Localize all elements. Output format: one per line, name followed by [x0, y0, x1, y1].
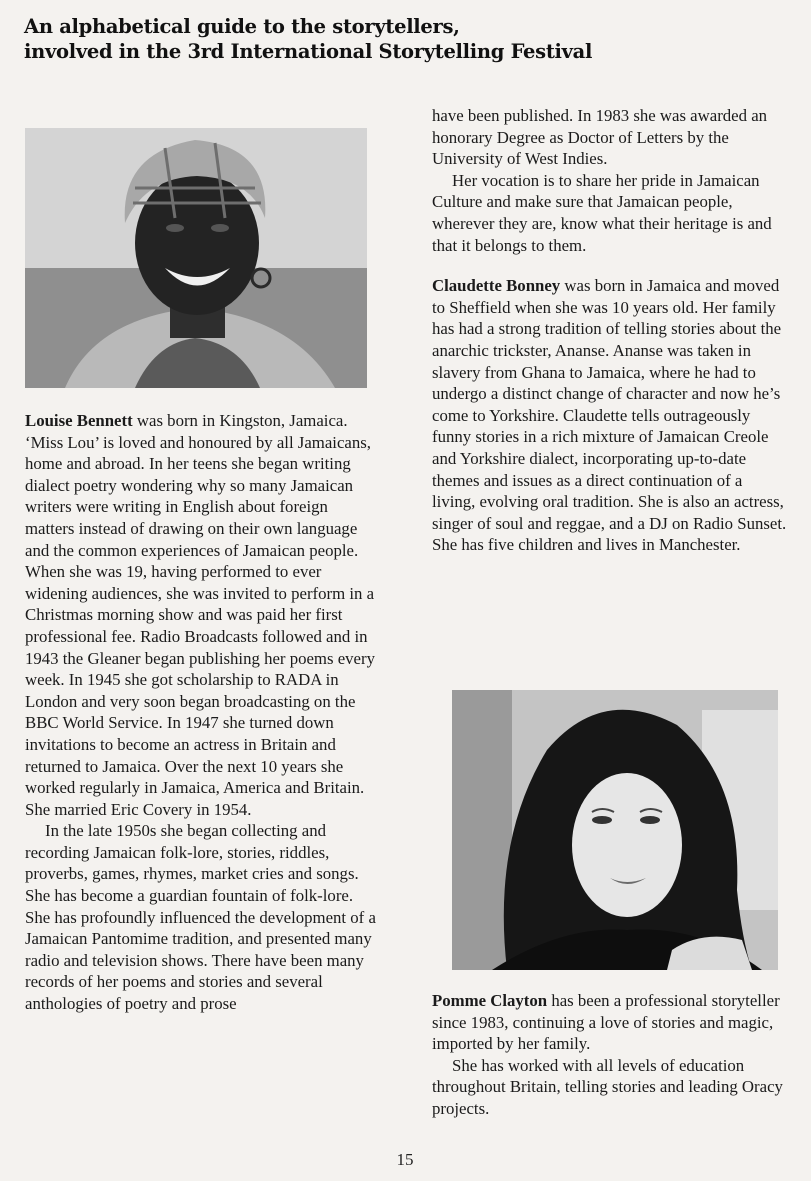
- right-column-top: [432, 105, 787, 556]
- bonney-paragraph: [432, 275, 787, 556]
- clayton-paragraph-2: She has worked with all levels of education throughout Britain, telling stories and leading Oracy projects.: [432, 1055, 783, 1118]
- page-title: [24, 14, 784, 64]
- bennett-name: Louise Bennett: [25, 411, 133, 430]
- bennett-column: [25, 410, 380, 1015]
- photo-louise-bennett: [25, 128, 367, 388]
- bennett-paragraph-3: Her vocation is to share her pride in Jamaican Culture and make sure that Jamaican people, wherever they are, know what their heritage is and that it belongs to them.: [432, 170, 772, 255]
- clayton-name: Pomme Clayton: [432, 991, 548, 1010]
- bennett-paragraph-2: In the late 1950s she began collecting and recording Jamaican folk-lore, stories, riddles, proverbs, games, rhymes, market cries and songs. She has become a guardian fountain of folk-lore. She has profoundly influenced the development of a Jamaican Pantomime tradition, and presented many radio and television shows. There have been many records of her poems and stories and several anthologies of poetry and prose: [25, 821, 376, 1014]
- page-number: 15: [396, 1150, 414, 1169]
- bonney-name: Claudette Bonney: [432, 276, 561, 296]
- bonney-text: was born in Jamaica and moved to Sheffield when she was 10 years old. Her family has had a strong tradition of telling stories about the anarchic trickster, Ananse. Ananse was taken in slavery from Ghana to Jamaica, where he had to undergo a distinct change of character and now he’s come to Yorkshire. Claudette tells outrageously funny stories in a rich mixture of Jamaican Creole and Yorkshire dialect, incorporating up-to-date themes and issues as a direct continuation of a living, evolving oral tradition. She is also an actress, singer of soul and reggae, and a DJ on Radio Sunset. She has five children and lives in Manchester.: [432, 276, 787, 555]
- photo-pomme-clayton: [452, 690, 778, 970]
- bennett-paragraph-1: [25, 410, 380, 820]
- bennett-paragraph-2-continued: have been published. In 1983 she was awarded an honorary Degree as Doctor of Letters by the University of West Indies.: [432, 106, 768, 169]
- clayton-p1-text: has been a professional storyteller since 1983, continuing a love of stories and magic, imported by her family.: [432, 991, 780, 1054]
- clayton-column: [432, 990, 787, 1120]
- title-line-2: involved in the 3rd International Storytelling Festival: [24, 40, 593, 63]
- clayton-paragraph-1: [432, 990, 787, 1055]
- bennett-p1-text: was born in Kingston, Jamaica. ‘Miss Lou’ is loved and honoured by all Jamaicans, home and abroad. In her teens she began writing dialect poetry wondering why so many Jamaican writers were writing in English about foreign matters instead of drawing on their own language and the common experiences of Jamaican people. When she was 19, having performed to ever widening audiences, she was invited to perform in a Christmas morning show and was paid her first professional fee. Radio Broadcasts followed and in 1943 the Gleaner began publishing her poems every week. In 1945 she got scholarship to RADA in London and very soon began broadcasting on the BBC World Service. In 1947 she turned down invitations to become an actress in Britain and returned to Jamaica. Over the next 10 years she worked regularly in Jamaica, America and Britain. She married Eric Covery in 1954.: [25, 411, 375, 819]
- title-line-1: An alphabetical guide to the storytellers,: [24, 15, 460, 38]
